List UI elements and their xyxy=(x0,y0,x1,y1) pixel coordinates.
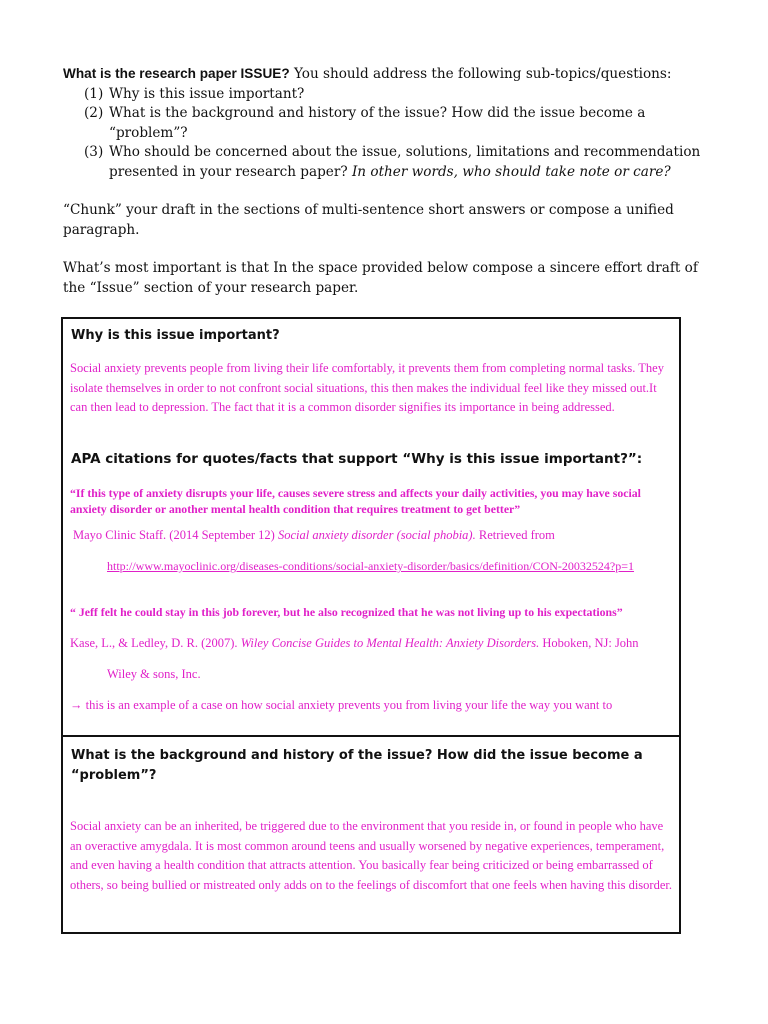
example-note: → this is an example of a case on how social anxiety prevents you from living your life the way you want to xyxy=(70,698,613,712)
issue-prompt-bold: What is the research paper ISSUE? xyxy=(63,66,290,81)
citation-url-link[interactable]: http://www.mayoclinic.org/diseases-conditions/social-anxiety-disorder/basics/definition/CON-20032524?p=1 xyxy=(107,559,635,573)
quote-mayo: “If this type of anxiety disrupts your life, causes severe stress and affects your daily activities, you may have social anxiety disorder or another mental health condition that requires treatment to get better” xyxy=(70,486,641,516)
list-item xyxy=(63,85,703,105)
list-item-text: Why is this issue important? xyxy=(109,85,305,102)
instructions xyxy=(63,64,703,298)
important-paragraph: What’s most important is that In the space provided below compose a sincere effort draft of the “Issue” section of your research paper. xyxy=(63,260,698,296)
list-item-text: What is the background and history of the issue? How did the issue become a “problem”? xyxy=(109,105,646,141)
citation-mayo xyxy=(73,526,673,546)
list-number: (1) xyxy=(84,85,104,102)
issue-prompt xyxy=(63,64,703,85)
list-number: (2) xyxy=(84,105,104,121)
citation-text: Kase, L., & Ledley, D. R. (2007). xyxy=(70,636,241,650)
chunk-paragraph: “Chunk” your draft in the sections of multi-sentence short answers or compose a unified paragraph. xyxy=(63,202,674,238)
citation-kase-continued: Wiley & sons, Inc. xyxy=(107,667,201,681)
list-number: (3) xyxy=(84,144,104,160)
citation-title: Social anxiety disorder (social phobia). xyxy=(277,528,476,542)
background-section xyxy=(61,735,681,934)
issue-prompt-rest: You should address the following sub-topics/questions: xyxy=(289,66,672,82)
quote-kase: “ Jeff felt he could stay in this job forever, but he also recognized that he was not living up to his expectations” xyxy=(70,605,623,619)
importance-answer: Social anxiety prevents people from living their life comfortably, it prevents them from completing normal tasks. They isolate themselves in order to not confront social situations, this then makes the individual feel like they missed out.It can then lead to depression. The fact that it is a common disorder signifies its importance in being addressed. xyxy=(70,361,664,414)
list-item-text: Who should be concerned about the issue, solutions, limitations and recommendation presented in your research paper? xyxy=(109,144,701,180)
importance-question: Why is this issue important? xyxy=(71,328,280,343)
background-answer: Social anxiety can be an inherited, be triggered due to the environment that you reside in, or found in people who have an overactive amygdala. It is most common around teens and usually worsened by negative experiences, temperament, and even having a health condition that attracts attention. You basically fear being criticized or being embarrassed of others, so being bullied or mistreated only adds on to the feelings of discomfort that one feels when having this disorder. xyxy=(70,819,672,892)
citation-text: Mayo Clinic Staff. (2014 September 12) xyxy=(73,528,278,542)
citation-title: Wiley Concise Guides to Mental Health: Anxiety Disorders. xyxy=(240,636,540,650)
apa-heading: APA citations for quotes/facts that support “Why is this issue important?”: xyxy=(71,451,643,467)
citation-kase xyxy=(70,634,675,654)
background-question: What is the background and history of the issue? How did the issue become a “problem”? xyxy=(71,748,643,783)
list-item xyxy=(63,104,703,143)
citation-text: Retrieved from xyxy=(475,528,555,542)
list-item xyxy=(63,143,703,182)
citation-text: Hoboken, NJ: John xyxy=(539,636,639,650)
subtopic-list xyxy=(63,85,703,183)
importance-section xyxy=(61,317,681,737)
list-item-italic: In other words, who should take note or care? xyxy=(351,163,671,180)
